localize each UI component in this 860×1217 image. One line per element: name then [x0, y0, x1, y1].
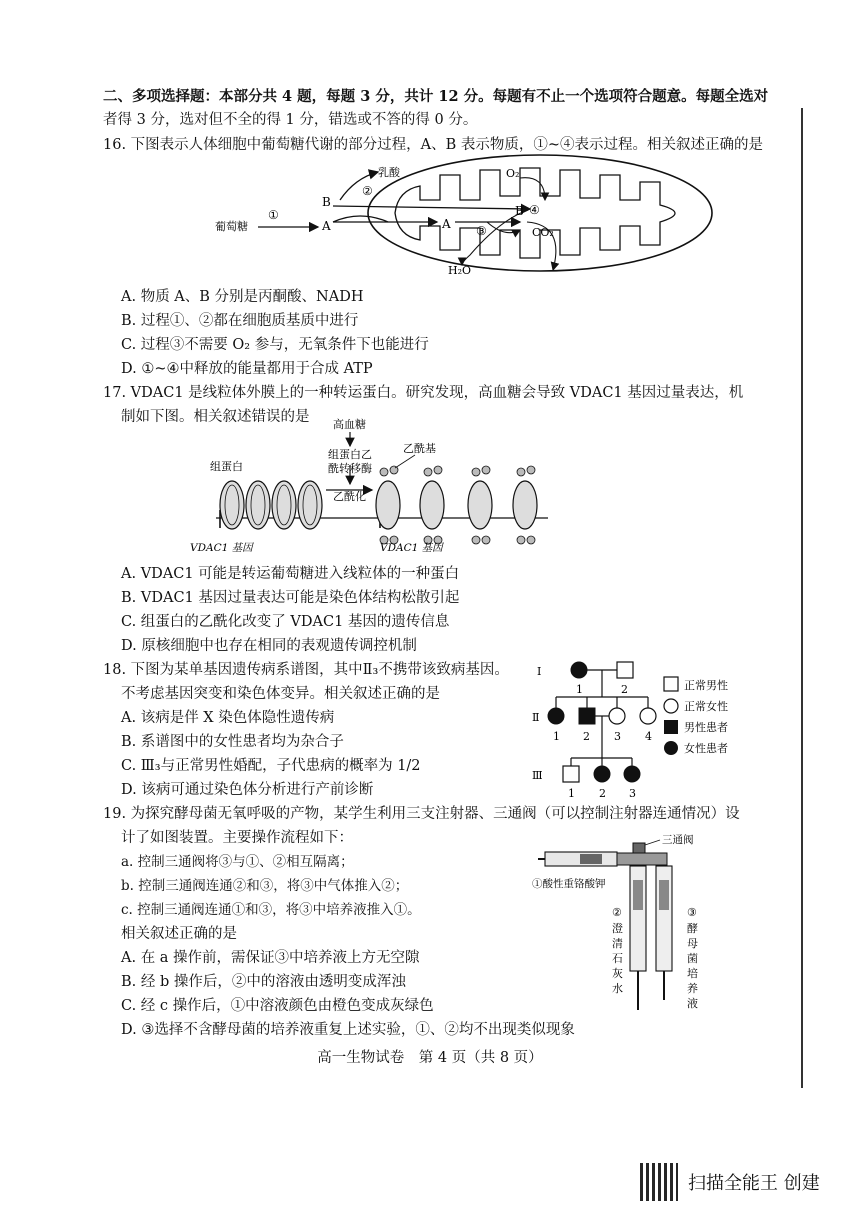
page-footer: 高一生物试卷 第 4 页（共 8 页）: [317, 1050, 543, 1066]
svg-text:酵: 酵: [687, 922, 698, 935]
legend-affected-male-label: 男性患者: [684, 721, 728, 734]
q18-option-d: D. 该病可通过染色体分析进行产前诊断: [121, 782, 374, 798]
acetylation-label: 乙酰化: [333, 490, 366, 503]
q17-stem-line1: 17. VDAC1 是线粒体外膜上的一种转运蛋白。研究发现，高血糖会导致 VDAC1 基因过量表达，机: [103, 385, 744, 401]
legend-normal-female-label: 正常女性: [684, 700, 728, 713]
q16-option-d: D. ①~④中释放的能量都用于合成 ATP: [121, 361, 373, 377]
process-1-label: ①: [268, 208, 279, 222]
process-2-label: ②: [362, 184, 373, 198]
water-label: H₂O: [448, 264, 472, 277]
ii3-number: 3: [614, 730, 621, 743]
legend-affected-female-label: 女性患者: [684, 742, 728, 755]
q19-stem-line2: 计了如图装置。主要操作流程如下：: [121, 830, 353, 846]
generation-iii-label: Ⅲ: [532, 769, 543, 782]
q19-step-a: a. 控制三通阀将③与①、②相互隔离；: [121, 854, 354, 870]
q18-option-c: C. Ⅲ₃与正常男性婚配，子代患病的概率为 1/2: [121, 758, 421, 774]
q16-option-b: B. 过程①、②都在细胞质基质中进行: [121, 313, 359, 329]
q17-option-d: D. 原核细胞中也存在相同的表观遗传调控机制: [121, 638, 417, 654]
ii2-number: 2: [583, 730, 590, 743]
q18-stem-line2: 不考虑基因突变和染色体变异。相关叙述正确的是: [121, 686, 440, 702]
generation-i-label: Ⅰ: [537, 665, 542, 678]
q19-option-d: D. ③选择不含酵母菌的培养液重复上述实验，①、②均不出现类似现象: [121, 1022, 575, 1038]
glucose-label: 葡萄糖: [215, 220, 248, 233]
substance-b-label: B: [322, 195, 331, 209]
ii1-number: 1: [553, 730, 560, 743]
syringe-1-label: ①酸性重铬酸钾: [532, 878, 606, 890]
q18-option-b: B. 系谱图中的女性患者均为杂合子: [121, 734, 344, 750]
syringe-2-label: [612, 906, 623, 995]
svg-text:液: 液: [687, 997, 698, 1010]
q17-option-c: C. 组蛋白的乙酰化改变了 VDAC1 基因的遗传信息: [121, 614, 450, 630]
svg-text:②: ②: [612, 906, 622, 919]
acetyl-group-label: 乙酰基: [403, 442, 436, 455]
svg-text:灰: 灰: [612, 967, 623, 980]
svg-text:培: 培: [687, 967, 698, 980]
q19-option-b: B. 经 b 操作后，②中的溶液由透明变成浑浊: [121, 974, 406, 990]
process-3-label: ③: [476, 224, 487, 238]
section-header-line2: 者得 3 分，选对但不全的得 1 分，错选或不答的得 0 分。: [103, 112, 478, 128]
page-margin-line: [801, 108, 803, 1088]
syringe-2-solution: [633, 880, 643, 910]
svg-text:澄: 澄: [612, 922, 623, 935]
svg-text:③: ③: [687, 906, 697, 919]
substance-b-inner-label: B: [515, 204, 524, 218]
q19-stem-line1: 19. 为探究酵母菌无氧呼吸的产物，某学生利用三支注射器、三通阀（可以控制注射器连通情况）设: [103, 806, 740, 822]
vdac1-gene-left-label: VDAC1 基因: [190, 542, 253, 554]
svg-text:清: 清: [612, 937, 623, 950]
svg-text:石: 石: [612, 952, 623, 965]
syringe-3-solution: [659, 880, 669, 910]
co2-label: CO₂: [532, 226, 554, 239]
generation-ii-label: Ⅱ: [532, 711, 540, 724]
i1-number: 1: [576, 683, 583, 696]
i2-number: 2: [621, 683, 628, 696]
enzyme-label-line1: 组蛋白乙: [328, 448, 372, 461]
q16-option-c: C. 过程③不需要 O₂ 参与，无氧条件下也能进行: [121, 337, 429, 353]
section-header-line1: 二、多项选择题：本部分共 4 题，每题 3 分，共计 12 分。每题有不止一个选项符合题意。每题全选对: [103, 88, 769, 105]
svg-text:养: 养: [687, 982, 698, 995]
vdac1-gene-right-label: VDAC1 基因: [380, 542, 443, 554]
svg-text:母: 母: [687, 937, 698, 950]
watermark-text: 扫描全能王 创建: [688, 1173, 820, 1194]
q18-option-a: A. 该病是伴 X 染色体隐性遗传病: [121, 710, 335, 726]
iii1-number: 1: [568, 787, 575, 800]
qr-code-icon: [640, 1163, 678, 1201]
high-glucose-label: 高血糖: [333, 418, 366, 431]
iii2-number: 2: [599, 787, 606, 800]
q19-lead: 相关叙述正确的是: [121, 926, 237, 942]
iii3-number: 3: [629, 787, 636, 800]
q18-stem-line1: 18. 下图为某单基因遗传病系谱图，其中Ⅱ₃不携带该致病基因。: [103, 662, 509, 678]
substance-a-label: A: [322, 219, 331, 233]
scanner-watermark: [640, 1163, 850, 1203]
lactate-label: 乳酸: [378, 166, 400, 179]
svg-text:水: 水: [612, 982, 623, 995]
histone-label: 组蛋白: [210, 460, 243, 473]
enzyme-label-line2: 酰转移酶: [328, 462, 372, 475]
syringe-3-label: [687, 906, 698, 1010]
ii4-number: 4: [645, 730, 652, 743]
q17-stem-line2: 制如下图。相关叙述错误的是: [121, 409, 310, 425]
q16-option-a: A. 物质 A、B 分别是丙酮酸、NADH: [121, 289, 364, 305]
svg-text:菌: 菌: [687, 952, 698, 965]
q19-step-c: c. 控制三通阀连通①和③，将③中培养液推入①。: [121, 902, 421, 918]
q19-step-b: b. 控制三通阀连通②和③，将③中气体推入②；: [121, 878, 409, 894]
three-way-valve: [617, 853, 667, 865]
oxygen-label: O₂: [506, 167, 520, 180]
q17-option-a: A. VDAC1 可能是转运葡萄糖进入线粒体的一种蛋白: [121, 566, 460, 582]
q16-stem: 16. 下图表示人体细胞中葡萄糖代谢的部分过程，A、B 表示物质，①~④表示过程。相关叙述正确的是: [103, 137, 764, 153]
valve-label: 三通阀: [662, 834, 694, 846]
substance-a-inner-label: A: [442, 217, 451, 231]
q19-option-a: A. 在 a 操作前，需保证③中培养液上方无空隙: [121, 950, 420, 966]
syringe-1-solution: [580, 854, 602, 864]
q17-option-b: B. VDAC1 基因过量表达可能是染色体结构松散引起: [121, 590, 460, 606]
legend-normal-male-label: 正常男性: [684, 679, 728, 692]
q19-option-c: C. 经 c 操作后，①中溶液颜色由橙色变成灰绿色: [121, 998, 434, 1014]
process-4-label: ④: [529, 203, 540, 217]
